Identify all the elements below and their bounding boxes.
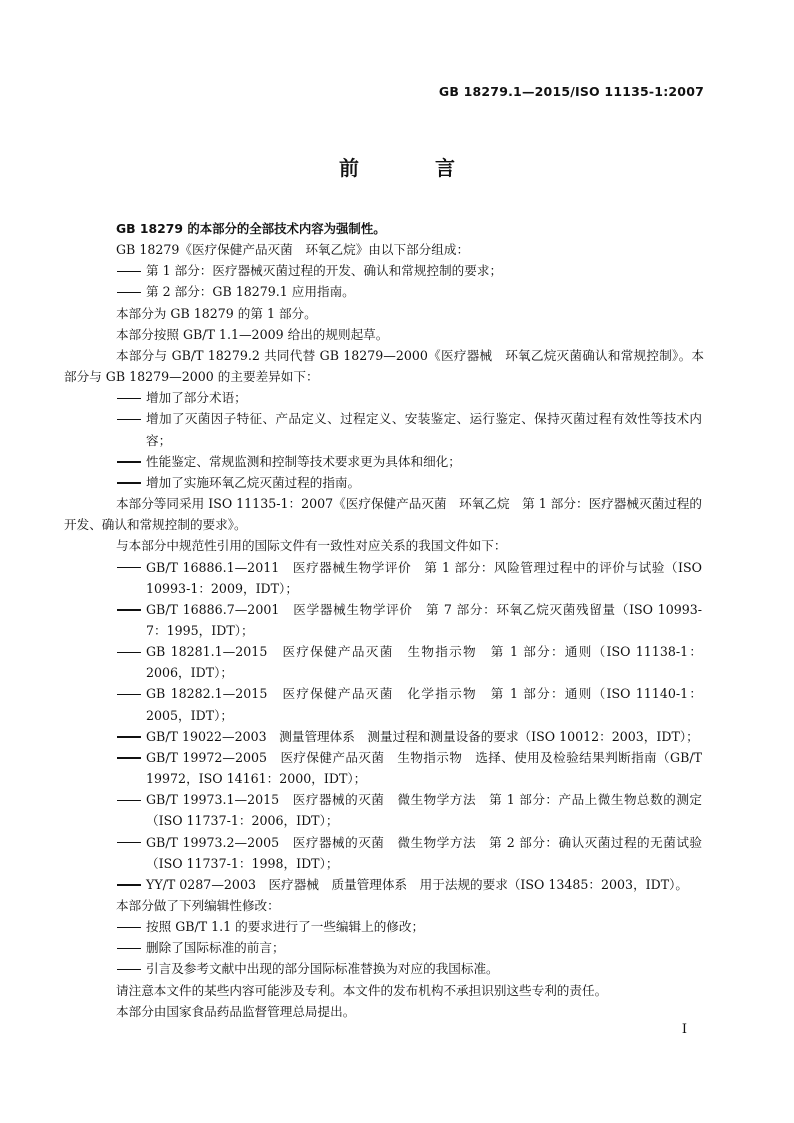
paragraph: 请注意本文件的某些内容可能涉及专利。本文件的发布机构不承担识别这些专利的责任。 bbox=[116, 982, 608, 998]
paragraph: 本部分等同采用 ISO 11135-1：2007《医疗保健产品灭菌 环氧乙烷 第 1 部分：医疗器械灭菌过程的开发、确认和常规控制的要求》。 bbox=[64, 496, 702, 533]
paragraph: 本部分按照 GB/T 1.1—2009 给出的规则起草。 bbox=[116, 326, 389, 342]
list-item-text: 按照 GB/T 1.1 的要求进行了一些编辑上的修改； bbox=[146, 919, 425, 935]
list-item-text: GB/T 19022—2003 测量管理体系 测量过程和测量设备的要求（ISO 10012：2003，IDT）； bbox=[146, 728, 699, 744]
paragraph: 本部分做了下列编辑性修改： bbox=[116, 898, 280, 913]
paragraph: 本部分由国家食品药品监督管理总局提出。 bbox=[116, 1003, 356, 1019]
list-item bbox=[90, 726, 702, 747]
foreword-body bbox=[64, 218, 704, 1022]
paragraph: GB 18279《医疗保健产品灭菌 环氧乙烷》由以下部分组成： bbox=[116, 242, 470, 258]
page-title: 前 言 bbox=[339, 156, 483, 180]
list-item-text: YY/T 0287—2003 医疗器械 质量管理体系 用于法规的要求（ISO 13485：2003，IDT）。 bbox=[146, 876, 689, 892]
list-item bbox=[90, 408, 702, 450]
paragraph: 本部分与 GB/T 18279.2 共同代替 GB 18279—2000《医疗器械 环氧乙烷灭菌确认和常规控制》。本部分与 GB 18279—2000 的主要差异如下： bbox=[64, 347, 704, 385]
list-item-text: 引言及参考文献中出现的部分国际标准替换为对应的我国标准。 bbox=[146, 961, 499, 977]
list-item-text: 性能鉴定、常规监测和控制等技术要求更为具体和细化； bbox=[146, 453, 461, 469]
list-item bbox=[90, 472, 702, 493]
list-item bbox=[90, 557, 702, 599]
list-item bbox=[90, 958, 702, 979]
list-item bbox=[90, 599, 702, 641]
standard-code-header: GB 18279.1—2015/ISO 11135-1:2007 bbox=[438, 84, 704, 99]
list-item bbox=[90, 937, 702, 958]
list-item bbox=[90, 683, 702, 725]
list-item-text: 删除了国际标准的前言； bbox=[146, 940, 285, 956]
list-item bbox=[90, 832, 702, 874]
list-item-text: GB 18281.1—2015 医疗保健产品灭菌 生物指示物 第 1 部分：通则（ISO 11138-1：2006，IDT）； bbox=[146, 644, 702, 681]
paragraph: 本部分为 GB 18279 的第 1 部分。 bbox=[116, 305, 317, 321]
list-item-text: 增加了灭菌因子特征、产品定义、过程定义、安装鉴定、运行鉴定、保持灭菌过程有效性等技术内容； bbox=[146, 411, 702, 448]
list-item-text: GB/T 19973.2—2005 医疗器械的灭菌 微生物学方法 第 2 部分：确认灭菌过程的无菌试验（ISO 11737-1：1998，IDT）； bbox=[146, 834, 702, 871]
list-item bbox=[90, 387, 702, 408]
list-item-text: 增加了部分术语； bbox=[146, 390, 247, 406]
list-item bbox=[90, 451, 702, 472]
list-item bbox=[90, 747, 702, 789]
list-item-text: GB/T 16886.1—2011 医疗器械生物学评价 第 1 部分：风险管理过程中的评价与试验（ISO 10993-1：2009，IDT）； bbox=[146, 559, 702, 596]
list-item bbox=[90, 789, 702, 831]
list-item-text: GB 18282.1—2015 医疗保健产品灭菌 化学指示物 第 1 部分：通则（ISO 11140-1：2005，IDT）； bbox=[146, 686, 702, 723]
paragraph: 与本部分中规范性引用的国际文件有一致性对应关系的我国文件如下： bbox=[116, 538, 507, 554]
list-item bbox=[90, 260, 702, 281]
page-number: I bbox=[681, 1022, 687, 1037]
list-item bbox=[90, 916, 702, 937]
list-item-text: 第 2 部分：GB 18279.1 应用指南。 bbox=[146, 284, 355, 300]
mandatory-statement: GB 18279 的本部分的全部技术内容为强制性。 bbox=[116, 221, 386, 236]
list-item bbox=[90, 281, 702, 302]
list-item-text: 增加了实施环氧乙烷灭菌过程的指南。 bbox=[146, 474, 361, 490]
list-item bbox=[90, 874, 702, 895]
list-item bbox=[90, 641, 702, 683]
list-item-text: GB/T 16886.7—2001 医学器械生物学评价 第 7 部分：环氧乙烷灭菌残留量（ISO 10993-7：1995，IDT）； bbox=[146, 601, 702, 638]
list-item-text: 第 1 部分：医疗器械灭菌过程的开发、确认和常规控制的要求； bbox=[146, 263, 503, 279]
list-item-text: GB/T 19972—2005 医疗保健产品灭菌 生物指示物 选择、使用及检验结果判断指南（GB/T 19972，ISO 14161：2000，IDT）； bbox=[146, 749, 702, 787]
list-item-text: GB/T 19973.1—2015 医疗器械的灭菌 微生物学方法 第 1 部分：产品上微生物总数的测定（ISO 11737-1：2006，IDT）； bbox=[146, 792, 702, 829]
